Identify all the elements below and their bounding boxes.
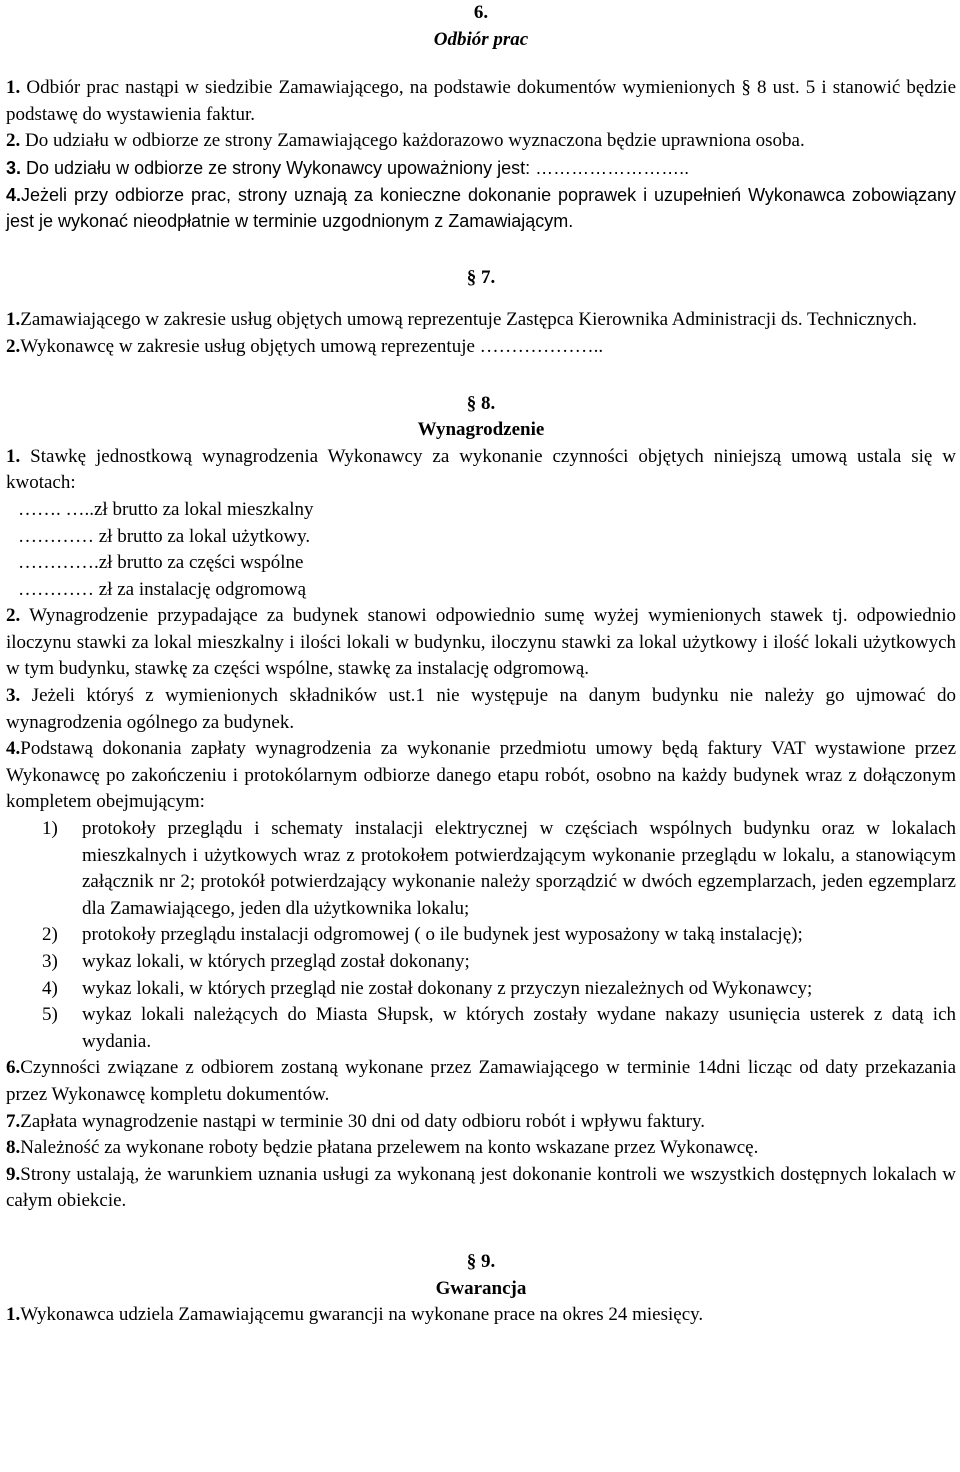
section-8-paragraph-4: [6, 736, 956, 816]
paragraph-number: 8.: [6, 1137, 21, 1159]
section-7-number: § 7.: [466, 266, 496, 288]
paragraph-text: Podstawą dokonania zapłaty wynagrodzenia za wykonanie przedmiotu umowy będą faktury VAT wystawione przez Wykonawcę po zakończeniu i protokólarnym odbiorze danego etapu robót, osobno na każdy budynek wraz z dołączonym kompletem obejmującym:: [6, 738, 956, 813]
section-7-paragraph-1: [6, 307, 956, 334]
section-8-number: § 8.: [466, 392, 496, 414]
paragraph-text: Czynności związane z odbiorem zostaną wykonane przez Zamawiającego w terminie 14dni licząc od daty przekazania przez Wykonawcę kompletu dokumentów.: [6, 1057, 956, 1105]
section-6-number: 6.: [473, 2, 489, 23]
paragraph-number: 4.: [6, 738, 21, 760]
section-9-title: Gwarancja: [435, 1277, 527, 1299]
list-item-text: wykaz lokali należących do Miasta Słupsk, w których zostały wydane nakazy usunięcia usterek z datą ich wydania.: [82, 1004, 956, 1052]
paragraph-number: 1.: [6, 445, 21, 467]
section-8-paragraph-1: [6, 444, 956, 497]
rate-line: ………… zł za instalację odgromową: [18, 578, 307, 600]
list-item-text: wykaz lokali, w których przegląd został dokonany;: [82, 951, 470, 972]
section-7-paragraph-2: [6, 334, 956, 361]
section-8-title: Wynagrodzenie: [417, 419, 545, 441]
section-9-number: § 9.: [466, 1250, 496, 1272]
paragraph-number: 9.: [6, 1163, 21, 1185]
list-item-text: wykaz lokali, w których przegląd nie został dokonany z przyczyn niezależnych od Wykonawcy;: [82, 977, 813, 999]
paragraph-number: 4.: [6, 184, 22, 205]
section-8-paragraph-2: [6, 603, 956, 683]
list-item-number: 2): [42, 924, 58, 946]
section-6-paragraph-1: [6, 75, 956, 128]
paragraph-text: Wykonawca udziela Zamawiającemu gwarancji na wykonane prace na okres 24 miesięcy.: [20, 1304, 704, 1326]
section-6-paragraph-4: [6, 182, 956, 235]
list-item-number: 1): [42, 818, 58, 840]
section-6-paragraph-3: [6, 155, 956, 182]
section-8-paragraph-6: [6, 1055, 956, 1108]
paragraph-number: 6.: [6, 1057, 21, 1079]
list-item: [6, 922, 956, 949]
documents-list: [6, 816, 956, 1055]
paragraph-text: Stawkę jednostkową wynagrodzenia Wykonawcy za wykonanie czynności objętych niniejszą umową ustala się w kwotach:: [6, 445, 956, 494]
rate-line: ………… zł brutto za lokal użytkowy.: [18, 525, 311, 547]
section-8-paragraph-8: [6, 1135, 956, 1162]
paragraph-number: 7.: [6, 1110, 21, 1132]
list-item-number: 5): [42, 1004, 58, 1026]
paragraph-number: 2.: [6, 130, 21, 152]
rate-line: ………….zł brutto za części wspólne: [18, 552, 304, 574]
list-item: [6, 1002, 956, 1055]
section-8-paragraph-3: [6, 683, 956, 736]
paragraph-text: Zapłata wynagrodzenie nastąpi w terminie 30 dni od daty odbioru robót i wpływu faktury.: [20, 1110, 705, 1132]
section-6-paragraph-2: [6, 128, 956, 155]
paragraph-number: 2.: [6, 605, 21, 627]
section-8-paragraph-7: [6, 1109, 956, 1136]
section-6-title: Odbiór prac: [433, 28, 529, 50]
rate-line: ……. …..zł brutto za lokal mieszkalny: [18, 498, 314, 520]
document-page: [6, 0, 956, 1329]
paragraph-text: Do udziału w odbiorze ze strony Wykonawcy upoważniony jest: ……………………..: [21, 157, 690, 178]
paragraph-text: Wykonawcę w zakresie usług objętych umową reprezentuje ………………..: [20, 335, 604, 357]
paragraph-text: Do udziału w odbiorze ze strony Zamawiającego każdorazowo wyznaczona będzie uprawniona osoba.: [20, 130, 805, 152]
paragraph-number: 1.: [6, 77, 21, 99]
list-item: [6, 949, 956, 976]
paragraph-number: 2.: [6, 335, 21, 357]
paragraph-number: 3.: [6, 685, 21, 707]
list-item: [6, 816, 956, 922]
list-item-number: 3): [42, 951, 58, 972]
paragraph-text: Strony ustalają, że warunkiem uznania usługi za wykonaną jest dokonanie kontroli we wszystkich dostępnych lokalach w całym obiekcie.: [6, 1163, 956, 1212]
paragraph-text: Jeżeli przy odbiorze prac, strony uznają za konieczne dokonanie poprawek i uzupełnień Wykonawca zobowiązany jest je wykonać nieodpłatnie w terminie uzgodnionym z Zamawiającym.: [6, 184, 956, 232]
list-item: [6, 976, 956, 1003]
section-8-paragraph-9: [6, 1162, 956, 1215]
paragraph-number: 1.: [6, 309, 21, 331]
section-9-paragraph-1: [6, 1302, 956, 1329]
paragraph-text: Zamawiającego w zakresie usług objętych umową reprezentuje Zastępca Kierownika Administracji ds. Technicznych.: [20, 309, 918, 331]
paragraph-text: Należność za wykonane roboty będzie płatana przelewem na konto wskazane przez Wykonawcę.: [20, 1137, 759, 1159]
paragraph-number: 1.: [6, 1304, 21, 1326]
paragraph-text: Jeżeli któryś z wymienionych składników ust.1 nie występuje na danym budynku nie należy go ujmować do wynagrodzenia ogólnego za budynek.: [6, 685, 956, 733]
list-item-text: protokoły przeglądu i schematy instalacji elektrycznej w częściach wspólnych budynku oraz w lokalach mieszkalnych i użytkowych wraz z protokołem potwierdzającym wykonanie przeglądu w lokalu, a stanowiącym załącznik nr 2; protokół potwierdzający wykonanie należy sporządzić w dwóch egzemplarzach, jeden egzemplarz dla Zamawiającego, jeden dla użytkownika lokalu;: [82, 818, 956, 919]
paragraph-text: Wynagrodzenie przypadające za budynek stanowi odpowiednio sumę wyżej wymienionych stawek tj. odpowiednio iloczynu stawki za lokal mieszkalny i ilości lokali w budynku, iloczynu stawki za lokal użytkowy i ilość lokali użytkowych w tym budynku, stawkę za części wspólne, stawkę za instalację odgromową.: [6, 605, 956, 680]
paragraph-text: Odbiór prac nastąpi w siedzibie Zamawiającego, na podstawie dokumentów wymienionych § 8 ust. 5 i stanowić będzie podstawę do wystawienia faktur.: [6, 77, 956, 125]
rates-list: [6, 497, 956, 603]
list-item-text: protokoły przeglądu instalacji odgromowej ( o ile budynek jest wyposażony w taką instalację);: [82, 924, 803, 946]
paragraph-number: 3.: [6, 157, 22, 178]
list-item-number: 4): [42, 977, 58, 999]
